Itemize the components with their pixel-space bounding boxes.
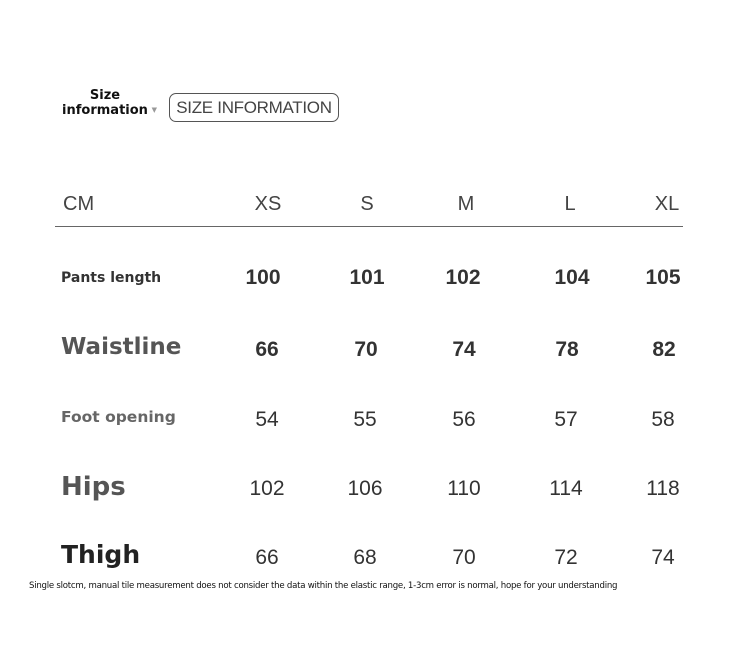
size-information-badge: SIZE INFORMATION xyxy=(169,93,339,122)
table-cell: 102 xyxy=(445,266,481,289)
table-cell: 70 xyxy=(354,338,378,361)
row-label-thigh: Thigh xyxy=(61,540,141,569)
size-header-m: M xyxy=(457,193,475,215)
size-information-label-line1: Size xyxy=(89,88,121,103)
table-cell: 74 xyxy=(452,338,476,361)
caret-down-icon: ▼ xyxy=(151,106,157,114)
table-cell: 54 xyxy=(255,408,279,431)
table-cell: 104 xyxy=(554,266,590,289)
table-cell: 55 xyxy=(353,408,377,431)
table-cell: 78 xyxy=(555,338,579,361)
row-label-hips: Hips xyxy=(61,472,126,502)
table-cell: 82 xyxy=(652,338,676,361)
size-header-s: S xyxy=(360,193,374,215)
table-cell: 58 xyxy=(651,408,675,431)
table-cell: 106 xyxy=(347,477,383,500)
table-cell: 70 xyxy=(452,546,476,569)
row-label-foot-opening: Foot opening xyxy=(61,408,176,426)
table-cell: 114 xyxy=(549,477,583,500)
table-cell: 102 xyxy=(249,477,285,500)
table-cell: 118 xyxy=(646,477,680,500)
table-cell: 72 xyxy=(554,546,578,569)
row-label-waistline: Waistline xyxy=(61,334,182,360)
table-cell: 100 xyxy=(245,266,281,289)
table-cell: 56 xyxy=(452,408,476,431)
size-information-label xyxy=(55,88,155,118)
size-header-l: L xyxy=(564,193,576,215)
unit-header: CM xyxy=(63,193,95,215)
size-header-xl: XL xyxy=(654,193,680,215)
size-information-label-line2: information xyxy=(62,103,148,118)
measurement-footnote: Single slotcm, manual tile measurement does not consider the data within the elastic range, 1-3cm error is normal, hope for your understanding xyxy=(29,581,618,591)
size-header-xs: XS xyxy=(254,193,282,215)
table-cell: 68 xyxy=(353,546,377,569)
table-cell: 110 xyxy=(447,477,481,500)
table-cell: 57 xyxy=(554,408,578,431)
table-cell: 105 xyxy=(645,266,681,289)
header-divider xyxy=(55,226,683,227)
table-cell: 66 xyxy=(255,338,279,361)
table-cell: 74 xyxy=(651,546,675,569)
table-cell: 66 xyxy=(255,546,279,569)
table-cell: 101 xyxy=(349,266,385,289)
row-label-pants-length: Pants length xyxy=(61,270,162,286)
